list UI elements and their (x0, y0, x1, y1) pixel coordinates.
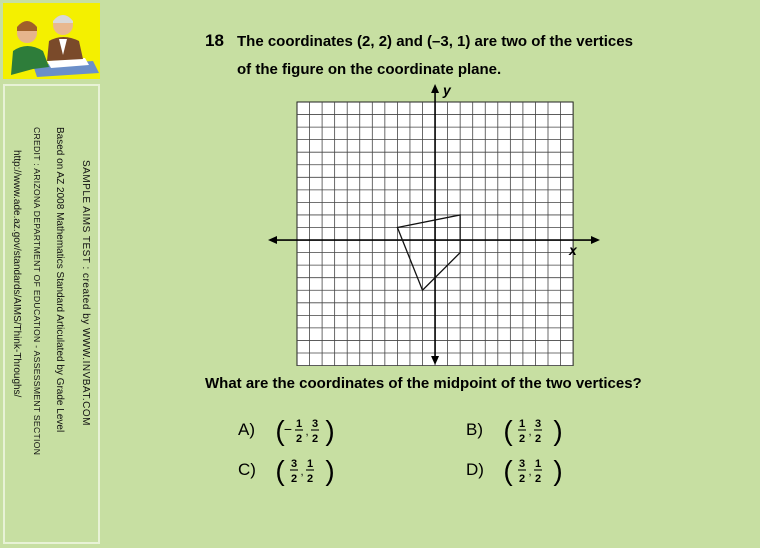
credit-line-4: http://www.ade.az.gov/standards/AIMS/Think-Throughs/ (11, 150, 22, 398)
choice-label[interactable]: C) (238, 460, 256, 479)
clipart-image (3, 3, 100, 79)
x-numerator: 3 (518, 458, 526, 470)
coordinate-plane (264, 84, 604, 366)
coordinate-grid (264, 84, 604, 366)
x-numerator: 3 (290, 458, 298, 470)
open-paren: ( (275, 415, 285, 446)
choice-label[interactable]: B) (466, 420, 483, 439)
x-denominator: 2 (295, 433, 303, 445)
x-denominator: 2 (290, 473, 298, 485)
teacher-student-illustration (3, 3, 100, 79)
y-numerator: 1 (306, 458, 314, 470)
question-prompt: What are the coordinates of the midpoint of the two vertices? (205, 375, 642, 392)
credit-line-2: Based on AZ 2008 Mathematics Standard Articulated by Grade Level (54, 127, 65, 433)
x-axis-arrow-right (591, 236, 600, 244)
choice-coordinate-pair[interactable] (502, 414, 564, 448)
comma: , (305, 426, 309, 438)
y-axis-label: y (443, 84, 451, 98)
x-axis-arrow-left (268, 236, 277, 244)
x-axis-label: x (569, 242, 577, 259)
open-paren: ( (503, 415, 513, 446)
y-denominator: 2 (311, 433, 319, 445)
credit-line-3: CREDIT : ARIZONA DEPARTMENT OF EDUCATION - ASSESSMENT SECTION (32, 127, 42, 456)
question-text-line-1: The coordinates (2, 2) and (–3, 1) are two of the vertices (237, 33, 633, 50)
credit-line-1: SAMPLE AIMS TEST : created by WWW.INVBAT.COM (80, 160, 91, 426)
close-paren: ) (553, 455, 563, 486)
choice-coordinate-pair[interactable] (274, 414, 336, 448)
x-denominator: 2 (518, 473, 526, 485)
y-denominator: 2 (534, 433, 542, 445)
y-numerator: 3 (311, 418, 319, 430)
choice-coordinate-pair[interactable] (502, 454, 564, 488)
question-number: 18 (205, 31, 224, 50)
sidebar (0, 0, 102, 548)
choice-coordinate-pair[interactable] (274, 454, 336, 488)
comma: , (528, 426, 532, 438)
close-paren: ) (325, 415, 335, 446)
close-paren: ) (325, 455, 335, 486)
minus-sign: − (283, 421, 293, 437)
y-denominator: 2 (534, 473, 542, 485)
comma: , (528, 466, 532, 478)
comma: , (300, 466, 304, 478)
choice-label[interactable]: D) (466, 460, 484, 479)
open-paren: ( (503, 455, 513, 486)
x-numerator: 1 (295, 418, 303, 430)
choice-label[interactable]: A) (238, 420, 255, 439)
close-paren: ) (553, 415, 563, 446)
x-denominator: 2 (518, 433, 526, 445)
y-numerator: 1 (534, 458, 542, 470)
open-paren: ( (275, 455, 285, 486)
y-numerator: 3 (534, 418, 542, 430)
y-axis-arrow-up (431, 84, 439, 93)
x-numerator: 1 (518, 418, 526, 430)
question-text-line-2: of the figure on the coordinate plane. (237, 61, 502, 78)
y-denominator: 2 (306, 473, 314, 485)
